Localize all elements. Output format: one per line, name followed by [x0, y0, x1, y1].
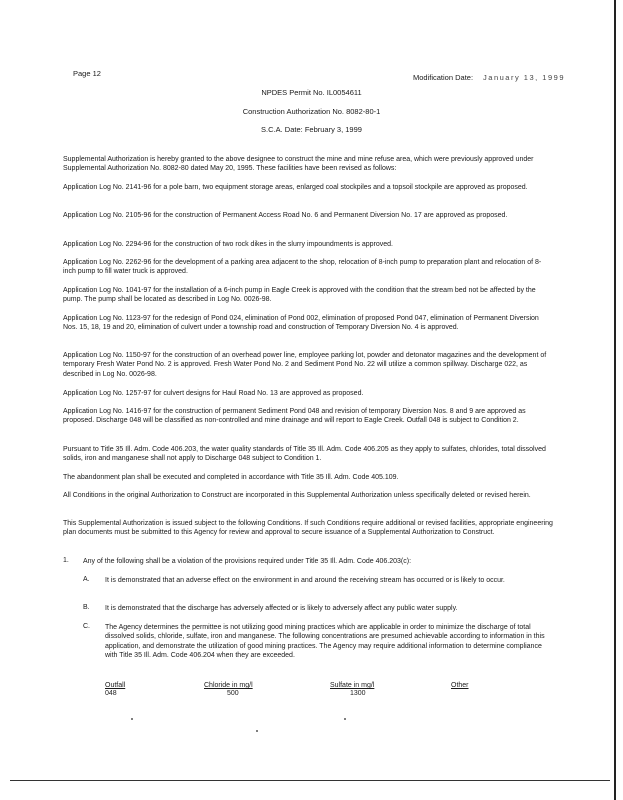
paragraph-log-2262: Application Log No. 2262-96 for the development of a parking area adjacent to the shop, relocation of 8-inch pump to preparation plant and relocation of 8-inch pump to fill water truck is approved. — [63, 259, 542, 276]
page-number: Page 12 — [73, 69, 101, 78]
table-cell-chloride: 500 — [227, 690, 239, 697]
paragraph-log-1041: Application Log No. 1041-97 for the installation of a 6-inch pump in Eagle Creek is approved with the condition that the stream bed not be affected by the pump. The pump shall be located as described in Log No. 0026-98. — [63, 287, 536, 304]
paragraph-pursuant: Pursuant to Title 35 Ill. Adm. Code 406.203, the water quality standards of Title 35 Ill. Adm. Code 406.205 as they apply to sulfates, chlorides, total dissolved solids, iron and manganese shall not apply to Discharge 048 subject to Condition 1. — [63, 446, 546, 463]
permit-number: NPDES Permit No. IL0054611 — [261, 88, 362, 97]
condition-c-letter: C. — [83, 623, 90, 630]
construction-authorization: Construction Authorization No. 8082-80-1 — [242, 107, 381, 116]
scan-speck — [256, 730, 258, 732]
table-header-other: Other — [451, 682, 469, 689]
paragraph-log-2105: Application Log No. 2105-96 for the construction of Permanent Access Road No. 6 and Permanent Diversion No. 17 are approved as proposed. — [63, 212, 508, 219]
condition-b-text: It is demonstrated that the discharge has adversely affected or is likely to adversely affect any public water supply. — [105, 605, 458, 612]
scan-speck — [344, 718, 346, 720]
condition-1-text: Any of the following shall be a violation of the provisions required under Title 35 Ill. Adm. Code 406.203(c): — [83, 558, 412, 565]
paragraph-log-1416: Application Log No. 1416-97 for the construction of permanent Sediment Pond 048 and revision of temporary Diversion Nos. 8 and 9 are approved as proposed. Discharge 048 will be classified as non-controlled and mine drainage and will report to Eagle Creek. Outfall 048 is subject to Condition 2. — [63, 408, 526, 425]
paragraph-log-2141: Application Log No. 2141-96 for a pole barn, two equipment storage areas, enlarged coal stockpiles and a topsoil stockpile are approved as proposed. — [63, 184, 528, 191]
paragraph-all-conditions: All Conditions in the original Authorization to Construct are incorporated in this Supplemental Authorization unless specifically deleted or revised herein. — [63, 492, 531, 499]
sca-date: S.C.A. Date: February 3, 1999 — [261, 125, 362, 134]
paragraph-abandonment: The abandonment plan shall be executed and completed in accordance with Title 35 Ill. Adm. Code 405.109. — [63, 474, 399, 481]
paragraph-log-1257: Application Log No. 1257-97 for culvert designs for Haul Road No. 13 are approved as proposed. — [63, 390, 364, 397]
modification-date — [413, 73, 565, 82]
modification-date-value: January 13, 1999 — [483, 73, 565, 82]
modification-label: Modification Date: — [413, 73, 474, 82]
condition-c-text: The Agency determines the permittee is not utilizing good mining practices which are applicable in order to minimize the discharge of total dissolved solids, chloride, sulfate, iron and manganese. The following concentrations are presumed achievable according to information in this application, and demonstrate the utilization of good mining practices. The Agency may require additional information to determine compliance with Title 35 Ill. Adm. Code 406.204 when they are exceeded. — [105, 624, 545, 659]
condition-1-number: 1. — [63, 557, 69, 564]
paragraph-log-2294: Application Log No. 2294-96 for the construction of two rock dikes in the slurry impoundments is approved. — [63, 241, 393, 248]
paragraph-log-1123: Application Log No. 1123-97 for the redesign of Pond 024, elimination of Pond 002, elimination of proposed Pond 047, elimination of Permanent Diversion Nos. 15, 18, 19 and 20, elimination of culvert under a township road and construction of Temporary Diversion No. 4 is approved. — [63, 315, 539, 332]
condition-a-letter: A. — [83, 576, 90, 583]
page-bottom-rule — [10, 780, 610, 781]
scan-edge — [614, 0, 616, 800]
table-cell-outfall: 048 — [105, 690, 117, 697]
paragraph-intro: Supplemental Authorization is hereby granted to the above designee to construct the mine and mine refuse area, which were previously approved under Supplemental Authorization No. 8082-80 dated May 20, 1995. These facilities have been revised as follows: — [63, 156, 534, 173]
scan-speck — [131, 718, 133, 720]
paragraph-log-1150: Application Log No. 1150-97 for the construction of an overhead power line, employee parking lot, powder and detonator magazines and the development of temporary Fresh Water Pond No. 2 is approved. Fresh Water Pond No. 2 and Sediment Pond No. 22 will utilize a common spillway. Discharge 022, as described in Log No. 0026-98. — [63, 352, 547, 378]
condition-b-letter: B. — [83, 604, 90, 611]
table-cell-sulfate: 1300 — [350, 690, 366, 697]
table-header-outfall: Outfall — [105, 682, 126, 689]
table-header-sulfate: Sulfate in mg/l — [330, 682, 375, 689]
condition-a-text: It is demonstrated that an adverse effect on the environment in and around the receiving stream has occurred or is likely to occur. — [105, 577, 505, 584]
table-header-chloride: Chloride in mg/l — [204, 682, 253, 689]
paragraph-conditions-intro: This Supplemental Authorization is issued subject to the following Conditions. If such Conditions require additional or revised facilities, appropriate engineering plan documents must be submitted to this Agency for review and approval to secure issuance of a Supplemental Authorization to Construct. — [63, 520, 553, 537]
